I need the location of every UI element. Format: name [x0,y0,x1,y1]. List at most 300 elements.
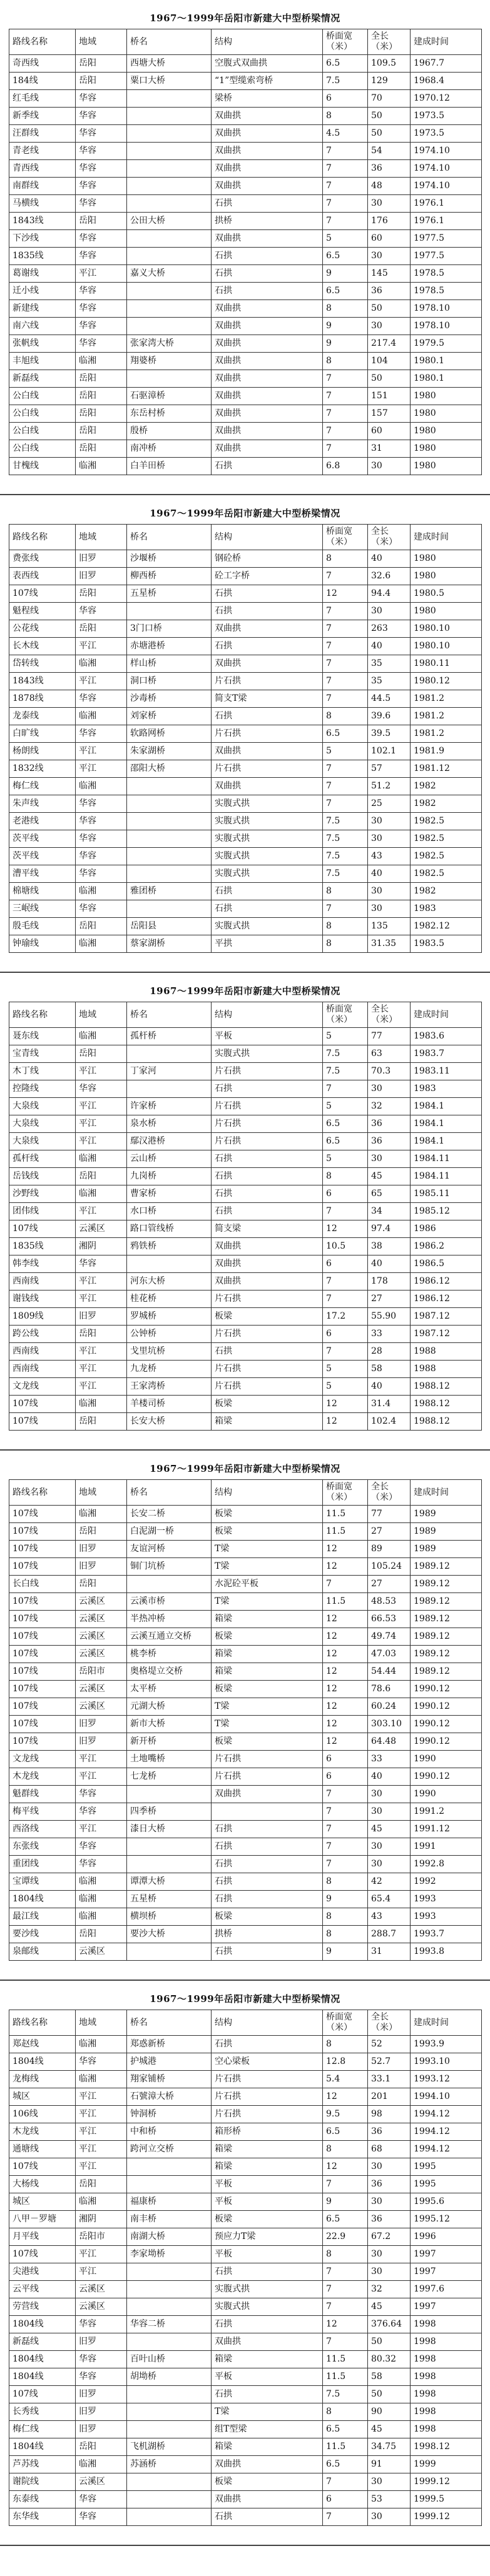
cell-total-length: 31 [368,1943,411,1961]
cell-total-length: 288.7 [368,1926,411,1943]
cell-total-length: 52.7 [368,2053,411,2071]
cell-structure: 空心梁板 [212,2053,323,2071]
cell-bridge-name: 殷桥 [127,423,212,440]
cell-completion-date: 1996 [411,2228,482,2246]
cell-region: 临湘 [76,2036,127,2053]
cell-total-length: 102.1 [368,743,411,760]
cell-total-length: 40 [368,1768,411,1786]
cell-structure: 石拱 [212,900,323,918]
cell-route-name: 茨平线 [9,830,76,848]
column-header-route-name: 路线名称 [9,1002,76,1028]
cell-region: 平江 [76,2123,127,2141]
cell-completion-date: 1999.12 [411,2473,482,2491]
cell-bridge-name [127,283,212,300]
table-row [9,2106,482,2123]
table-title: 1967～1999年岳阳市新建大中型桥梁情况 [150,1993,340,2005]
cell-region: 临湘 [76,1891,127,1908]
cell-route-name: 跨公线 [9,1326,76,1343]
cell-route-name: 云平线 [9,2281,76,2298]
cell-deck-width: 7 [323,900,368,918]
table-row [9,743,482,760]
cell-structure: 拱桥 [212,213,323,230]
cell-route-name: 1843线 [9,673,76,690]
table-row [9,1908,482,1926]
table-row [9,283,482,300]
cell-region: 华容 [76,230,127,248]
cell-total-length: 47.03 [368,1646,411,1663]
table-row [9,1926,482,1943]
table-row [9,108,482,125]
cell-completion-date: 1991.12 [411,1821,482,1838]
cell-route-name: 劳营线 [9,2298,76,2316]
table-row [9,1220,482,1238]
cell-deck-width: 12 [323,585,368,603]
cell-deck-width: 6 [323,1185,368,1203]
bridge-table-section [0,973,490,1451]
cell-deck-width: 5 [323,1028,368,1045]
cell-region: 华容 [76,195,127,213]
cell-structure: 石拱 [212,248,323,265]
cell-route-name: 107线 [9,1506,76,1523]
cell-deck-width: 9 [323,335,368,353]
cell-route-name: 长秀线 [9,2403,76,2421]
cell-route-name: 184线 [9,73,76,90]
cell-region: 华容 [76,335,127,353]
cell-route-name: 106线 [9,2106,76,2123]
cell-route-name: 葛谢线 [9,265,76,283]
cell-total-length: 30 [368,1786,411,1803]
cell-total-length: 36 [368,2176,411,2193]
cell-route-name: 尖港线 [9,2263,76,2281]
cell-completion-date: 1973.5 [411,125,482,143]
cell-total-length: 50 [368,108,411,125]
cell-region: 临湘 [76,1028,127,1045]
table-row [9,1413,482,1431]
cell-deck-width: 7 [323,2298,368,2316]
cell-bridge-name: 软路网桥 [127,725,212,743]
cell-route-name: 107线 [9,2246,76,2263]
cell-structure: 双曲拱 [212,300,323,318]
cell-bridge-name: 路口管线桥 [127,1220,212,1238]
cell-bridge-name [127,230,212,248]
cell-total-length: 30 [368,900,411,918]
cell-route-name: 聂东线 [9,1028,76,1045]
cell-total-length: 36 [368,2211,411,2228]
table-row [9,1681,482,1698]
cell-deck-width: 10.5 [323,1238,368,1255]
cell-route-name: 公花线 [9,620,76,638]
cell-structure: 双曲拱 [212,743,323,760]
cell-region: 华容 [76,125,127,143]
cell-route-name: 大泉线 [9,1098,76,1115]
cell-bridge-name: 洞口桥 [127,673,212,690]
cell-completion-date: 1993.9 [411,2036,482,2053]
cell-completion-date: 1993.12 [411,2071,482,2088]
cell-route-name: 新磊线 [9,370,76,388]
cell-bridge-name: 粟口大桥 [127,73,212,90]
cell-deck-width: 9 [323,318,368,335]
cell-completion-date: 1981.9 [411,743,482,760]
cell-bridge-name: 铜门坑桥 [127,1558,212,1576]
cell-bridge-name: 百叶山桥 [127,2351,212,2368]
table-row [9,550,482,568]
cell-structure: 石拱 [212,1891,323,1908]
cell-region: 平江 [76,1203,127,1220]
cell-bridge-name: 石驱漳桥 [127,388,212,405]
cell-route-name: 107线 [9,2158,76,2176]
cell-route-name: 东泰线 [9,2491,76,2508]
cell-region: 岳阳市 [76,1663,127,1681]
cell-route-name: 107线 [9,1646,76,1663]
cell-deck-width: 5 [323,230,368,248]
table-row [9,2456,482,2473]
cell-bridge-name [127,318,212,335]
cell-completion-date: 1985.11 [411,1185,482,1203]
cell-completion-date: 1979.5 [411,335,482,353]
cell-structure: 平板 [212,2368,323,2386]
cell-deck-width: 6.5 [323,248,368,265]
cell-total-length: 39.6 [368,708,411,725]
header-row [9,29,482,55]
cell-region: 云溪区 [76,1646,127,1663]
cell-deck-width: 8 [323,2141,368,2158]
cell-route-name: 107线 [9,1628,76,1646]
cell-route-name: 1804线 [9,1891,76,1908]
table-row [9,1326,482,1343]
cell-bridge-name: 谭潭大桥 [127,1873,212,1891]
cell-region: 华容 [76,830,127,848]
cell-structure: 双曲拱 [212,230,323,248]
cell-region: 岳阳 [76,1523,127,1541]
cell-completion-date: 1974.10 [411,143,482,160]
cell-total-length: 70 [368,90,411,108]
cell-bridge-name: 横坝桥 [127,1908,212,1926]
cell-structure: 石拱 [212,1203,323,1220]
cell-route-name: 1832线 [9,760,76,778]
cell-deck-width: 7 [323,1786,368,1803]
cell-completion-date: 1992 [411,1873,482,1891]
cell-region: 临湘 [76,1873,127,1891]
column-header-structure: 结构 [212,29,323,55]
cell-bridge-name: 许家桥 [127,1098,212,1115]
cell-bridge-name: 石號漳大桥 [127,2088,212,2106]
cell-bridge-name: 丁家河 [127,1063,212,1080]
table-body [9,1506,482,1961]
cell-deck-width: 8 [323,353,368,370]
cell-deck-width: 7 [323,620,368,638]
cell-bridge-name [127,160,212,178]
cell-deck-width: 12 [323,1396,368,1413]
cell-completion-date: 1970.12 [411,90,482,108]
table-row [9,620,482,638]
cell-region: 岳阳 [76,73,127,90]
cell-deck-width: 8 [323,108,368,125]
cell-completion-date: 1982 [411,795,482,813]
cell-structure: 双曲拱 [212,1786,323,1803]
cell-route-name: 1804线 [9,2368,76,2386]
cell-bridge-name [127,2491,212,2508]
table-row [9,1028,482,1045]
cell-region: 岳阳 [76,213,127,230]
cell-total-length: 151 [368,388,411,405]
column-header-bridge-name: 桥名 [127,1002,212,1028]
cell-completion-date: 1983 [411,1080,482,1098]
cell-region: 岳阳 [76,2438,127,2456]
table-row [9,1541,482,1558]
cell-route-name: 城区 [9,2193,76,2211]
cell-total-length: 30 [368,2263,411,2281]
cell-deck-width: 8 [323,550,368,568]
cell-completion-date: 1989.12 [411,1611,482,1628]
cell-deck-width: 12 [323,1628,368,1646]
cell-region: 平江 [76,1751,127,1768]
cell-route-name: 1835线 [9,1238,76,1255]
table-row [9,2263,482,2281]
cell-route-name: 1804线 [9,2053,76,2071]
table-row [9,335,482,353]
cell-region: 临湘 [76,778,127,795]
cell-deck-width: 12 [323,1698,368,1716]
table-title: 1967～1999年岳阳市新建大中型桥梁情况 [150,1463,340,1474]
cell-completion-date: 1997.6 [411,2281,482,2298]
column-header-deck-width: 桥面宽（米） [323,1002,368,1028]
cell-deck-width: 12.8 [323,2053,368,2071]
cell-route-name: 孤杆线 [9,1150,76,1168]
cell-total-length: 31 [368,440,411,458]
cell-structure: 石拱 [212,1873,323,1891]
cell-structure: 双曲拱 [212,2333,323,2351]
cell-structure: 水泥砼平板 [212,1576,323,1593]
cell-structure: 实腹式拱 [212,865,323,883]
cell-deck-width: 6.5 [323,2211,368,2228]
cell-total-length: 54 [368,143,411,160]
cell-structure: 石拱 [212,1185,323,1203]
cell-region: 旧罗 [76,2403,127,2421]
cell-deck-width: 6.5 [323,2456,368,2473]
table-header [9,1480,482,1506]
cell-route-name: 文龙线 [9,1378,76,1396]
cell-total-length: 30 [368,2246,411,2263]
cell-structure: 双曲拱 [212,370,323,388]
cell-region: 云溪区 [76,1593,127,1611]
cell-total-length: 33 [368,1326,411,1343]
cell-total-length: 50 [368,2333,411,2351]
cell-route-name: 107线 [9,1681,76,1698]
cell-region: 平江 [76,743,127,760]
cell-deck-width: 7 [323,1856,368,1873]
cell-structure: 双曲拱 [212,423,323,440]
cell-total-length: 36 [368,160,411,178]
cell-region: 临湘 [76,1150,127,1168]
header-row [9,1002,482,1028]
table-row [9,1628,482,1646]
cell-completion-date: 1982.5 [411,830,482,848]
cell-total-length: 30 [368,1803,411,1821]
cell-region: 华容 [76,248,127,265]
cell-region: 湘阴 [76,1238,127,1255]
column-header-bridge-name: 桥名 [127,525,212,550]
cell-completion-date: 1991 [411,1838,482,1856]
cell-structure: 石拱 [212,1838,323,1856]
cell-deck-width: 12 [323,1611,368,1628]
cell-region: 平江 [76,1098,127,1115]
cell-deck-width: 6.5 [323,1115,368,1133]
cell-deck-width: 8 [323,1926,368,1943]
cell-bridge-name: 五星桥 [127,1891,212,1908]
table-row [9,265,482,283]
cell-completion-date: 1978.10 [411,318,482,335]
cell-deck-width: 6.5 [323,1133,368,1150]
cell-bridge-name [127,1838,212,1856]
cell-bridge-name: 友谊河桥 [127,1541,212,1558]
cell-bridge-name: 朱家湖桥 [127,743,212,760]
bridge-table-section [0,495,490,973]
cell-route-name: 宝青线 [9,1045,76,1063]
cell-deck-width: 5 [323,1150,368,1168]
cell-completion-date: 1982.5 [411,848,482,865]
cell-total-length: 109.5 [368,55,411,73]
cell-route-name: 新磊线 [9,2333,76,2351]
cell-route-name: 费张线 [9,550,76,568]
table-row [9,708,482,725]
table-row [9,2403,482,2421]
column-header-region: 地域 [76,525,127,550]
cell-bridge-name: 西塘大桥 [127,55,212,73]
cell-region: 云溪区 [76,1628,127,1646]
cell-region: 临湘 [76,1506,127,1523]
cell-bridge-name: 长安大桥 [127,1413,212,1431]
cell-total-length: 89 [368,1541,411,1558]
cell-completion-date: 1998 [411,2403,482,2421]
cell-bridge-name [127,1786,212,1803]
cell-region: 临湘 [76,458,127,475]
cell-region: 平江 [76,1273,127,1291]
cell-total-length: 30 [368,813,411,830]
cell-completion-date: 1998 [411,2333,482,2351]
cell-deck-width: 7 [323,2281,368,2298]
cell-region: 岳阳 [76,1926,127,1943]
cell-deck-width: 8 [323,2246,368,2263]
cell-bridge-name [127,2158,212,2176]
cell-deck-width: 7 [323,638,368,655]
cell-bridge-name [127,865,212,883]
table-row [9,760,482,778]
cell-deck-width: 7.5 [323,830,368,848]
cell-structure: 石拱 [212,1168,323,1185]
table-row [9,935,482,953]
cell-region: 岳阳 [76,423,127,440]
cell-total-length: 27 [368,1291,411,1308]
cell-deck-width: 12 [323,1558,368,1576]
column-header-completion-date: 建成时间 [411,1002,482,1028]
bridge-table [9,1002,482,1431]
cell-structure: 箱梁 [212,2158,323,2176]
cell-bridge-name: 华容二桥 [127,2316,212,2333]
cell-deck-width: 6.5 [323,55,368,73]
cell-deck-width: 6 [323,1255,368,1273]
cell-region: 岳阳 [76,388,127,405]
cell-route-name: 大泉线 [9,1133,76,1150]
cell-route-name: 107线 [9,1220,76,1238]
cell-structure: 片石拱 [212,1291,323,1308]
cell-bridge-name: 戈里坑桥 [127,1343,212,1361]
cell-completion-date: 1995 [411,2158,482,2176]
cell-bridge-name [127,370,212,388]
cell-total-length: 64.48 [368,1733,411,1751]
cell-route-name: 城区 [9,2088,76,2106]
cell-completion-date: 1993 [411,1891,482,1908]
cell-total-length: 36 [368,2123,411,2141]
cell-bridge-name: 钟洞桥 [127,2106,212,2123]
cell-bridge-name [127,178,212,195]
cell-route-name: 张帆线 [9,335,76,353]
cell-route-name: 通塘线 [9,2141,76,2158]
cell-route-name: 107线 [9,1413,76,1431]
cell-bridge-name: 桂花桥 [127,1291,212,1308]
cell-total-length: 105.24 [368,1558,411,1576]
cell-bridge-name [127,830,212,848]
cell-region: 平江 [76,2106,127,2123]
cell-total-length: 50 [368,125,411,143]
table-row [9,673,482,690]
cell-deck-width: 7 [323,2176,368,2193]
cell-region: 临湘 [76,1396,127,1413]
cell-route-name: 魁程线 [9,603,76,620]
cell-deck-width: 12 [323,1413,368,1431]
cell-structure: 片石拱 [212,1098,323,1115]
column-header-completion-date: 建成时间 [411,525,482,550]
cell-completion-date: 1989.12 [411,1628,482,1646]
table-row [9,1593,482,1611]
cell-deck-width: 12 [323,1541,368,1558]
cell-total-length: 30 [368,458,411,475]
cell-region: 云溪区 [76,1943,127,1961]
cell-completion-date: 1990.12 [411,1698,482,1716]
cell-deck-width: 11.5 [323,2438,368,2456]
cell-bridge-name [127,778,212,795]
cell-route-name: 公白线 [9,405,76,423]
column-header-total-length: 全长（米） [368,29,411,55]
cell-route-name: 107线 [9,1593,76,1611]
table-row [9,1716,482,1733]
cell-completion-date: 1998 [411,2386,482,2403]
cell-total-length: 34 [368,1203,411,1220]
cell-structure: T梁 [212,1558,323,1576]
cell-completion-date: 1984.1 [411,1115,482,1133]
cell-region: 华容 [76,2368,127,2386]
cell-region: 平江 [76,1821,127,1838]
cell-region: 岳阳 [76,440,127,458]
column-header-structure: 结构 [212,1480,323,1506]
cell-structure: 实腹式拱 [212,830,323,848]
cell-structure: 双曲拱 [212,1273,323,1291]
cell-total-length: 53 [368,2491,411,2508]
table-row [9,1698,482,1716]
bridge-table-section [0,1451,490,1981]
cell-structure: 石拱 [212,283,323,300]
cell-bridge-name: 孤杆桥 [127,1028,212,1045]
table-row [9,1045,482,1063]
table-row [9,2088,482,2106]
cell-deck-width: 5 [323,1361,368,1378]
cell-completion-date: 1978.5 [411,265,482,283]
cell-route-name: 107线 [9,1733,76,1751]
table-row [9,2123,482,2141]
table-row [9,2036,482,2053]
cell-deck-width: 9 [323,1943,368,1961]
cell-route-name: 1809线 [9,1308,76,1326]
cell-completion-date: 1994.12 [411,2141,482,2158]
